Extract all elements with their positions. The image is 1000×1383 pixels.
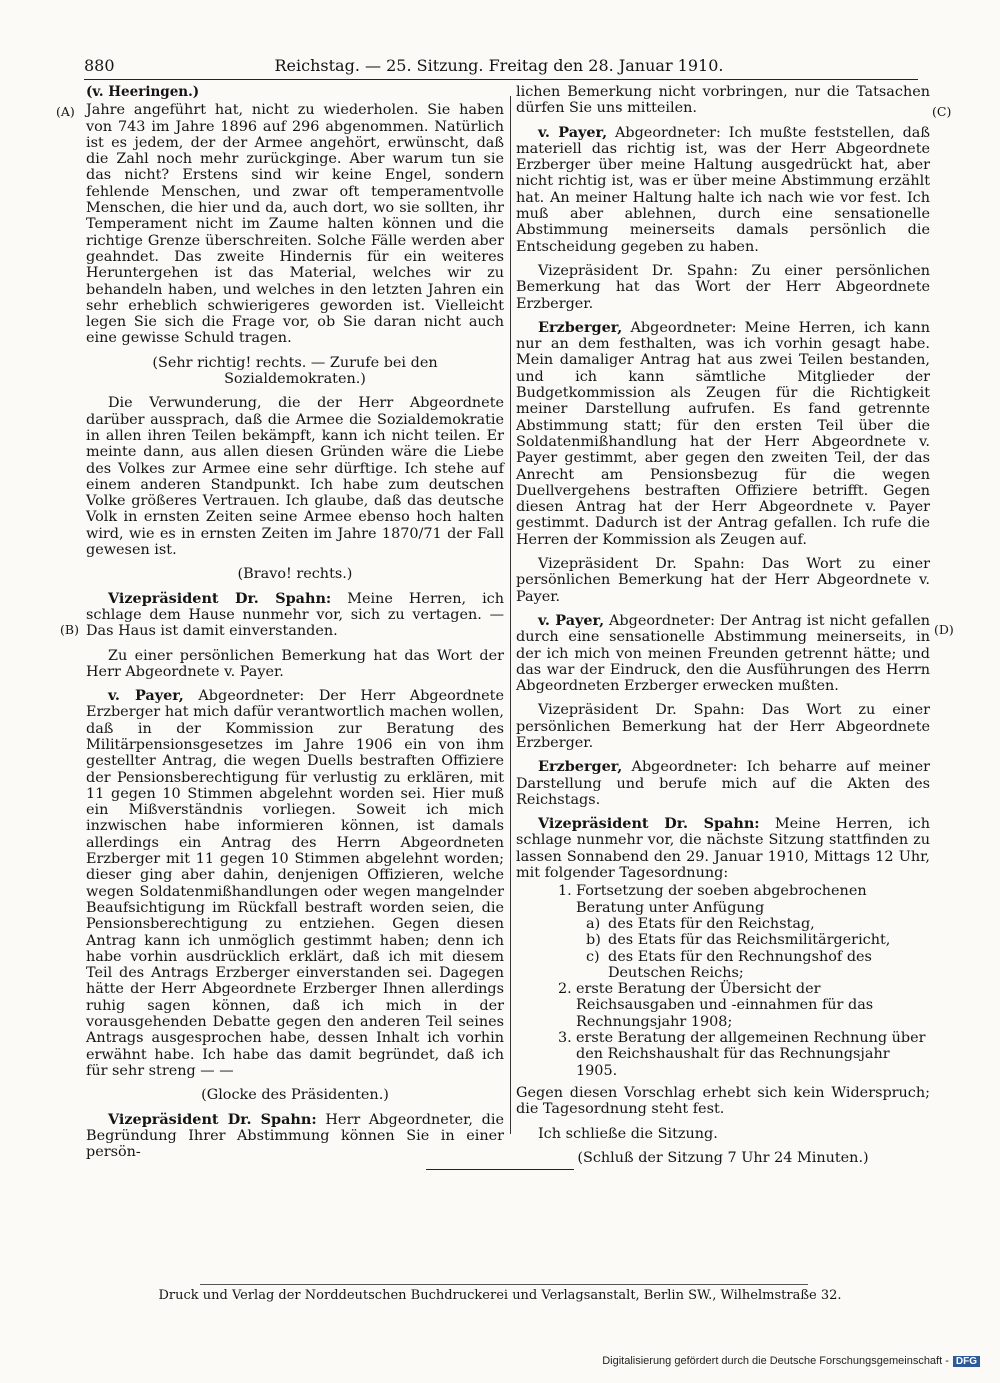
running-title: Reichstag. — 25. Sitzung. Freitag den 28. Januar 1910. bbox=[274, 56, 724, 75]
agenda-subitem: c) des Etats für den Rechnungshof des Deutschen Reichs; bbox=[586, 948, 872, 981]
speaker-name: Erzberger, bbox=[538, 318, 623, 336]
speaker-name: v. Payer, bbox=[538, 611, 605, 629]
speaker-name: v. Payer, bbox=[108, 687, 184, 705]
agenda-item: 2. erste Beratung der Übersicht der Reichsausgaben und -einnahmen für das Rechnungsjahr 1908; bbox=[558, 981, 874, 1030]
paragraph: lichen Bemerkung nicht vorbringen, nur die Tatsachen dürfen Sie uns mitteilen. bbox=[516, 84, 930, 117]
paragraph: Erzberger, Abgeordneter: Ich beharre auf meiner Darstellung und berufe mich auf die Akten des Reichstags. bbox=[516, 758, 930, 808]
paragraph: Vizepräsident Dr. Spahn: Herr Abgeordneter, die Begründung Ihrer Abstimmung können Sie in einer persön- bbox=[86, 1110, 505, 1161]
page-header bbox=[84, 56, 914, 78]
interjection: (Glocke des Präsidenten.) bbox=[201, 1087, 389, 1104]
session-close: (Schluß der Sitzung 7 Uhr 24 Minuten.) bbox=[577, 1149, 869, 1166]
paragraph: v. Payer, Abgeordneter: Der Herr Abgeordnete Erzberger hat mich dafür verantwortlich machen wollen, daß in der Kommission zur Beratung des Militärpensionsgesetzes im Jahre 1906 ein von ihm gestellter Antrag, die wegen Duells bestraften Offiziere der Pensionsberechtigung für verlustig zu erklären, mit 11 gegen 10 Stimmen abgelehnt worden sei. Hier muß ein Mißverständnis vorliegen. Soweit ich mich inzwischen habe informieren können, ist damals allerdings ein Antrag des Herrn Abgeordneten Erzberger mit 11 gegen 10 Stimmen abgelehnt worden; dieser ging aber dahin, denjenigen Offizieren, welche wegen Soldatenmißhandlungen oder wegen mangelnder Beaufsichtigung im Rückfall bestraft worden seien, die Pensionsberechtigung zu entziehen. Gegen diesen Antrag kann ich unmöglich gestimmt haben; denn ich habe vorhin ausdrücklich erklärt, daß ich mit diesem Teil des Antrags Erzberger einverstanden sei. Dagegen hätte der Herr Abgeordnete Erzberger Ihnen allerdings ruhig sagen können, daß ich mich in der vorausgehenden Debatte gegen den anderen Teil seines Antrags ausgesprochen habe, dessen Inhalt ich vorhin erwähnt habe. Ich habe das damit begründet, daß ich für sehr streng — — bbox=[86, 687, 504, 1079]
speaker-name: Vizepräsident Dr. Spahn: bbox=[538, 815, 760, 833]
margin-mark-a: (A) bbox=[56, 104, 75, 119]
digitization-note: Digitalisierung gefördert durch die Deutsche Forschungsgemeinschaft - DFG bbox=[602, 1355, 980, 1367]
paragraph: Gegen diesen Vorschlag erhebt sich kein Widerspruch; die Tagesordnung steht fest. bbox=[516, 1084, 930, 1118]
left-column bbox=[86, 84, 504, 1168]
paragraph: Erzberger, Abgeordneter: Meine Herren, ich kann nur an dem festhalten, was ich vorhin gesagt habe. Mein damaliger Antrag hat aus zwei Teilen bestanden, und ich kann sämtliche Mitglieder der Budgetkommission als Zeugen für die Richtigkeit meiner Darstellung aufrufen. Es fand getrennte Abstimmung statt; für den ersten Teil über die Soldatenmißhandlung hat der Herr Abgeordnete v. Payer gestimmt, aber gegen den zweiten Teil, der das Anrecht am Pensionsbezug für die wegen Duellvergehens bestraften Offiziere betrifft. Gegen diesen Antrag hat der Herr Abgeordnete v. Payer gestimmt. Dadurch ist der Antrag gefallen. Ich rufe die Herren der Kommission als Zeugen auf. bbox=[516, 318, 930, 548]
paragraph: Vizepräsident Dr. Spahn: Das Wort zu einer persönlichen Bemerkung hat der Herr Abgeordnete v. Payer. bbox=[516, 556, 930, 605]
speaker-name: Vizepräsident Dr. Spahn: bbox=[108, 589, 332, 607]
paragraph: Zu einer persönlichen Bemerkung hat das Wort der Herr Abgeordnete v. Payer. bbox=[86, 647, 504, 680]
margin-mark-d: (D) bbox=[934, 622, 954, 637]
agenda-item: 3. erste Beratung der allgemeinen Rechnung über den Reichshaushalt für das Rechnungsjahr 1905. bbox=[558, 1030, 926, 1079]
right-column bbox=[516, 84, 930, 1174]
paragraph: Vizepräsident Dr. Spahn: Zu einer persönlichen Bemerkung hat das Wort der Herr Abgeordnete Erzberger. bbox=[516, 262, 930, 312]
paragraph: Vizepräsident Dr. Spahn: Meine Herren, ich schlage nunmehr vor, die nächste Sitzung stattfinden zu lassen Sonnabend den 29. Januar 1910, Mittags 12 Uhr, mit folgender Tagesordnung: bbox=[516, 815, 930, 882]
margin-mark-b: (B) bbox=[60, 622, 79, 637]
dfg-logo-icon: DFG bbox=[953, 1356, 980, 1367]
speaker-name: Erzberger, bbox=[538, 758, 623, 776]
paragraph: Vizepräsident Dr. Spahn: Meine Herren, ich schlage dem Hause nunmehr vor, sich zu vertagen. — Das Haus ist damit einverstanden. bbox=[86, 589, 505, 640]
footer-rule bbox=[200, 1284, 808, 1285]
agenda-subitem: a) des Etats für den Reichstag, bbox=[586, 915, 815, 932]
interjection: (Sehr richtig! rechts. — Zurufe bei den Sozialdemokraten.) bbox=[152, 354, 438, 388]
agenda-list bbox=[516, 883, 930, 1079]
column-divider bbox=[510, 96, 511, 1134]
paragraph: Vizepräsident Dr. Spahn: Das Wort zu einer persönlichen Bemerkung hat der Herr Abgeordnete Erzberger. bbox=[516, 702, 930, 751]
speaker-name: v. Payer, bbox=[538, 123, 608, 141]
agenda-sublist bbox=[576, 916, 930, 981]
printer-imprint: Druck und Verlag der Norddeutschen Buchdruckerei und Verlagsanstalt, Berlin SW., Wilhelmstraße 32. bbox=[158, 1288, 842, 1303]
page-number: 880 bbox=[84, 56, 115, 75]
paragraph: Ich schließe die Sitzung. bbox=[538, 1125, 718, 1142]
paragraph: v. Payer, Abgeordneter: Ich mußte feststellen, daß materiell das richtig ist, was der Herr Abgeordnete Erzberger über meine Haltung ausgedrückt hat, aber nicht richtig ist, was er über meine Abstimmung erzählt hat. An meiner Haltung halte ich nach wie vor fest. Ich muß aber ablehnen, durch eine sensationelle Abstimmung meinerseits damals persönlich die Entscheidung gegeben zu haben. bbox=[516, 123, 930, 255]
speaker-continuation: (v. Heeringen.) bbox=[86, 84, 200, 100]
end-rule bbox=[426, 1169, 574, 1170]
agenda-subitem: b) des Etats für das Reichsmilitärgericht, bbox=[586, 932, 891, 949]
paragraph: Die Verwunderung, die der Herr Abgeordnete darüber aussprach, daß die Armee die Sozialdemokratie in allen ihren Teilen bekämpft, kann ich nicht teilen. Er meinte dann, aus allen diesen Gründen wäre die Liebe des Volkes zur Armee eine sehr dürftige. Ich stehe auf einem anderen Standpunkt. Ich habe zum deutschen Volke größeres Vertrauen. Ich glaube, daß das deutsche Volk in ernsten Zeiten seine Armee ebenso hoch halten wird, wie es in ernsten Zeiten im Jahre 1870/71 der Fall gewesen ist. bbox=[86, 395, 504, 559]
paragraph: Jahre angeführt hat, nicht zu wiederholen. Sie haben von 743 im Jahre 1896 auf 296 abgenommen. Natürlich ist es jedem, der der Armee angehört, erwünscht, daß die Zahl noch mehr zurückginge. Aber warum tun sie das nicht? Erstens sind wir keine Engel, sondern fehlende Menschen, und zwar oft temperamentvolle Menschen, die hier und da, auch dort, wo sie sollten, ihr Temperament nicht im Zaume halten können und die richtige Grenze überschreiten. Solche Fälle werden aber geahndet. Das zweite Hindernis für ein weiteres Heruntergehen ist das Material, welches wir zu behandeln haben, und welches in den letzten Jahren ein sehr erheblich schwierigeres geworden ist. Vielleicht legen Sie sich die Frage vor, ob Sie daran nicht auch eine gewisse Schuld tragen. bbox=[86, 102, 504, 347]
speaker-name: Vizepräsident Dr. Spahn: bbox=[108, 1110, 317, 1128]
margin-mark-c: (C) bbox=[932, 104, 952, 119]
agenda-item: 1. Fortsetzung der soeben abgebrochenen Beratung unter Anfügung a) des Etats für den Reichstag, b) des Etats für das Reichsmilitärgericht, c) des Etats für den Rechnungshof des Deutschen Reichs; bbox=[576, 883, 930, 981]
paragraph: v. Payer, Abgeordneter: Der Antrag ist nicht gefallen durch eine sensationelle Abstimmung meinerseits, in der ich mich von meinen Freunden getrennt hätte; und das war der Eindruck, den die Ausführungen des Herrn Abgeordneten Erzberger erwecken mußten. bbox=[516, 611, 930, 695]
header-rule bbox=[84, 79, 918, 80]
interjection: (Bravo! rechts.) bbox=[237, 566, 353, 583]
